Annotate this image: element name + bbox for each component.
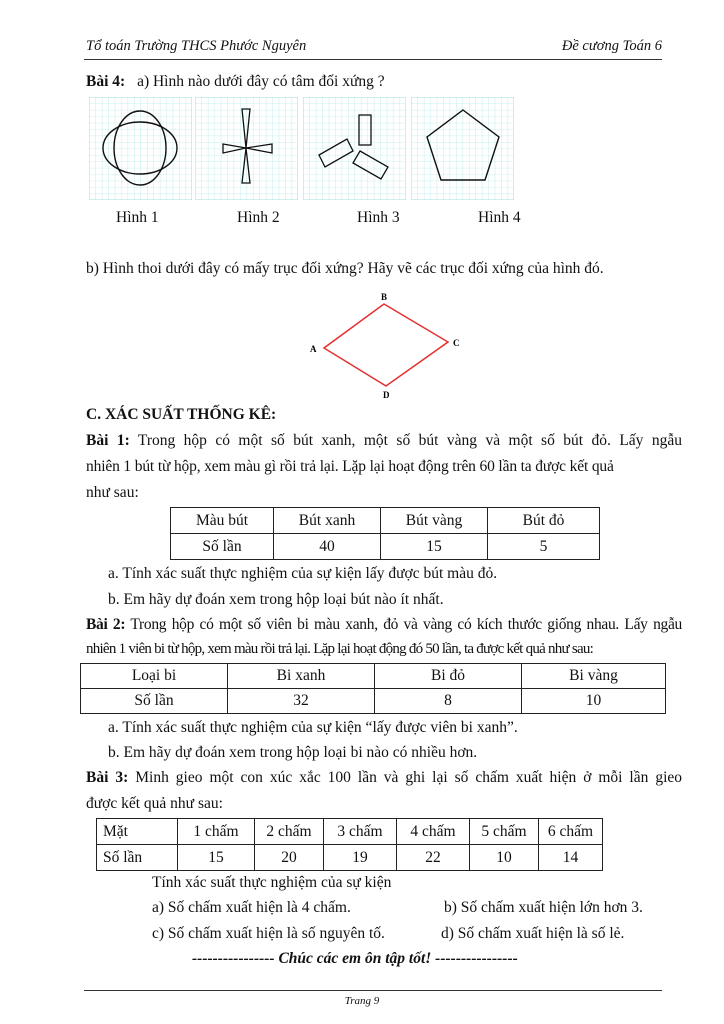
rhombus-figure bbox=[306, 290, 466, 407]
table-row bbox=[97, 845, 603, 871]
section-c-title: C. XÁC SUẤT THỐNG KÊ: bbox=[86, 406, 277, 423]
table-cell: 15 bbox=[381, 534, 488, 560]
table-cell: 22 bbox=[397, 845, 470, 871]
table-cell: Mặt bbox=[97, 819, 178, 845]
bai2-line1-text: Trong hộp có một số viên bi màu xanh, đỏ và vàng có kích thước giống nhau. Lấy ngẫu bbox=[130, 616, 683, 633]
header-left: Tổ toán Trường THCS Phước Nguyên bbox=[86, 38, 307, 54]
rhombus-label-c: C bbox=[453, 338, 460, 348]
table-cell: 8 bbox=[375, 689, 522, 714]
table-cell: Số lần bbox=[97, 845, 178, 871]
table-cell: Bi vàng bbox=[522, 664, 666, 689]
bai3-line2: được kết quả như sau: bbox=[86, 795, 223, 812]
bai3-question-c: c) Số chấm xuất hiện là số nguyên tố. bbox=[152, 925, 385, 942]
bai2-line2: nhiên 1 viên bi từ hộp, xem màu rồi trả lại. Lặp lại hoạt động đó 50 lần, ta được kết quả như sau: bbox=[86, 641, 594, 657]
figure-2-label: Hình 2 bbox=[237, 209, 280, 226]
bai3-question-a: a) Số chấm xuất hiện là 4 chấm. bbox=[152, 899, 351, 916]
bai3-table bbox=[96, 818, 603, 871]
footer-divider bbox=[84, 990, 662, 991]
table-cell: 5 bbox=[488, 534, 600, 560]
table-cell: 10 bbox=[470, 845, 539, 871]
table-cell: 32 bbox=[228, 689, 375, 714]
bai3-line1 bbox=[86, 769, 682, 787]
table-cell: 19 bbox=[324, 845, 397, 871]
table-cell: 6 chấm bbox=[539, 819, 603, 845]
table-cell: Bi đỏ bbox=[375, 664, 522, 689]
bai4-question-b: b) Hình thoi dưới đây có mấy trục đối xứng? Hãy vẽ các trục đối xứng của hình đó. bbox=[86, 260, 604, 277]
bai2-question-a: a. Tính xác suất thực nghiệm của sự kiện “lấy được viên bi xanh”. bbox=[108, 719, 518, 736]
bai1-title: Bài 1: bbox=[86, 432, 130, 449]
bai4-title: Bài 4: bbox=[86, 73, 126, 90]
header-right: Đề cương Toán 6 bbox=[561, 38, 662, 54]
table-row bbox=[171, 508, 600, 534]
table-cell: 10 bbox=[522, 689, 666, 714]
bai3-intro: Tính xác suất thực nghiệm của sự kiện bbox=[152, 874, 392, 891]
bai4-question-a-text: a) Hình nào dưới đây có tâm đối xứng ? bbox=[137, 73, 385, 90]
table-cell: 40 bbox=[274, 534, 381, 560]
bai2-line1 bbox=[86, 616, 682, 634]
bai3-title: Bài 3: bbox=[86, 769, 129, 786]
table-cell: Số lần bbox=[171, 534, 274, 560]
rhombus-label-b: B bbox=[381, 292, 388, 302]
footer-page: Trang 9 bbox=[344, 995, 380, 1007]
figure-1-label: Hình 1 bbox=[116, 209, 159, 226]
figure-4-label: Hình 4 bbox=[478, 209, 521, 226]
bai2-question-b: b. Em hãy dự đoán xem trong hộp loại bi nào có nhiều hơn. bbox=[108, 744, 478, 761]
bai1-line1 bbox=[86, 432, 682, 450]
table-cell: Bút vàng bbox=[381, 508, 488, 534]
bai1-question-a: a. Tính xác suất thực nghiệm của sự kiện lấy được bút màu đỏ. bbox=[108, 565, 498, 582]
figure-3-label: Hình 3 bbox=[357, 209, 400, 226]
closing-message: ---------------- Chúc các em ôn tập tốt! ---------------- bbox=[192, 950, 518, 967]
bai1-question-b: b. Em hãy dự đoán xem trong hộp loại bút nào ít nhất. bbox=[108, 591, 444, 608]
table-cell: Bi xanh bbox=[228, 664, 375, 689]
table-cell: 2 chấm bbox=[255, 819, 324, 845]
bai1-line3: như sau: bbox=[86, 484, 139, 501]
table-cell: Bút đỏ bbox=[488, 508, 600, 534]
table-cell: Màu bút bbox=[171, 508, 274, 534]
bai1-line1-text: Trong hộp có một số bút xanh, một số bút vàng và một số bút đỏ. Lấy ngẫu bbox=[137, 432, 682, 449]
table-cell: 4 chấm bbox=[397, 819, 470, 845]
table-cell: 20 bbox=[255, 845, 324, 871]
table-cell: 1 chấm bbox=[178, 819, 255, 845]
rhombus-label-d: D bbox=[383, 390, 390, 400]
rhombus-label-a: A bbox=[310, 344, 317, 354]
bai4-question-a bbox=[86, 73, 385, 91]
table-row bbox=[171, 534, 600, 560]
table-cell: Bút xanh bbox=[274, 508, 381, 534]
table-cell: 14 bbox=[539, 845, 603, 871]
table-cell: 3 chấm bbox=[324, 819, 397, 845]
figure-2 bbox=[195, 97, 298, 200]
table-cell: 5 chấm bbox=[470, 819, 539, 845]
table-cell: 15 bbox=[178, 845, 255, 871]
bai3-question-d: d) Số chấm xuất hiện là số lẻ. bbox=[441, 925, 625, 942]
bai1-table bbox=[170, 507, 600, 560]
table-cell: Loại bi bbox=[81, 664, 228, 689]
bai2-title: Bài 2: bbox=[86, 616, 126, 633]
table-row bbox=[81, 664, 666, 689]
table-row bbox=[97, 819, 603, 845]
figure-3 bbox=[303, 97, 406, 200]
figure-1 bbox=[89, 97, 192, 200]
figure-4 bbox=[411, 97, 514, 200]
bai1-line2: nhiên 1 bút từ hộp, xem màu gì rồi trả lại. Lặp lại hoạt động trên 60 lần ta được kết quả bbox=[86, 458, 614, 475]
header-divider bbox=[84, 59, 662, 60]
bai3-line1-text: Minh gieo một con xúc xắc 100 lần và ghi lại số chấm xuất hiện ở mỗi lần gieo bbox=[135, 769, 683, 786]
bai2-table bbox=[80, 663, 666, 714]
table-row bbox=[81, 689, 666, 714]
bai3-question-b: b) Số chấm xuất hiện lớn hơn 3. bbox=[444, 899, 643, 916]
table-cell: Số lần bbox=[81, 689, 228, 714]
